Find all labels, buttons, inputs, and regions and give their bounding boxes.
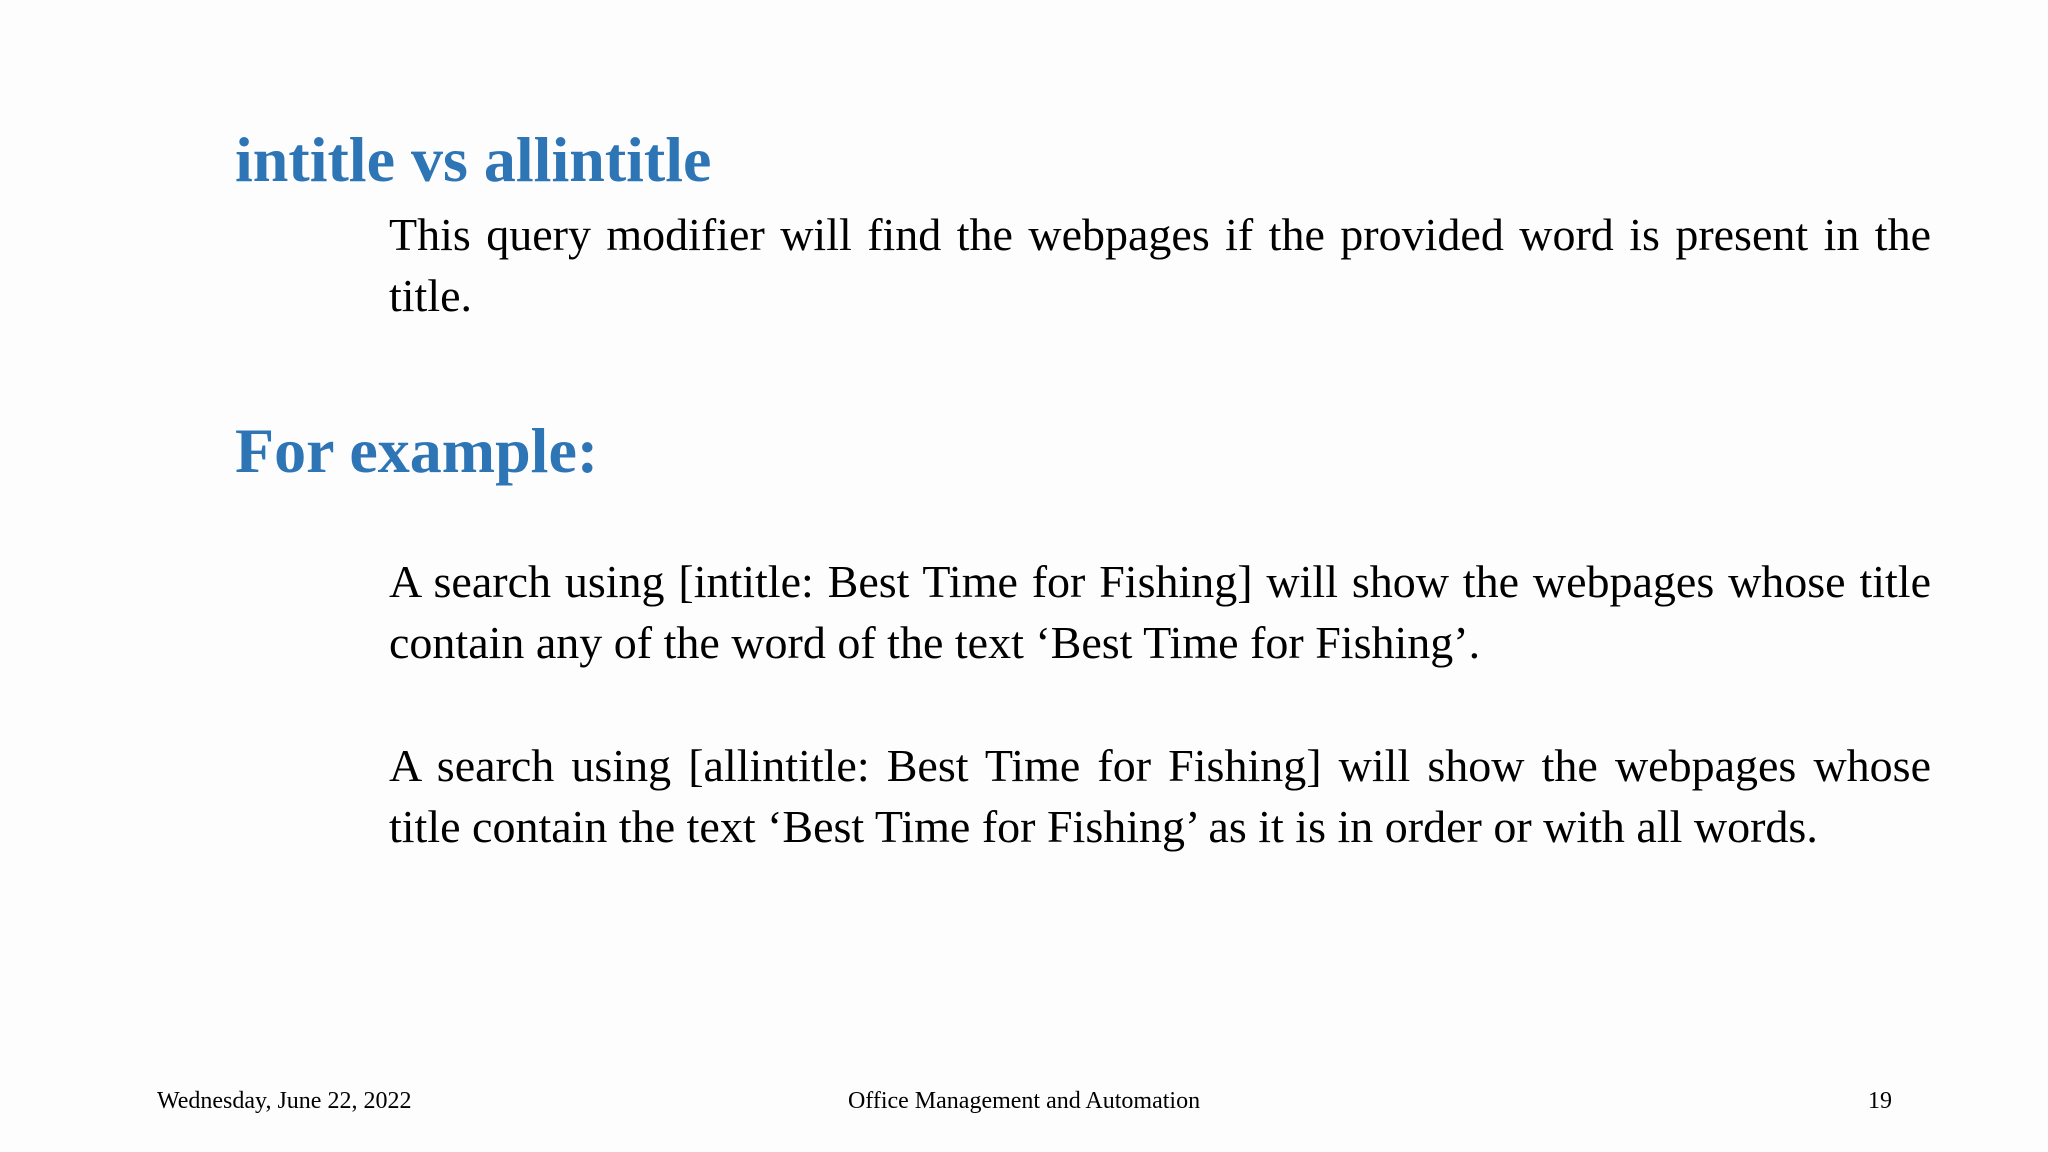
slide-title: intitle vs allintitle [235,124,712,195]
intitle-example-paragraph: A search using [intitle: Best Time for Fishing] will show the webpages whose title contain any of the word of the text ‘Best Time for Fishing’. [389,556,1931,668]
footer-date: Wednesday, June 22, 2022 [157,1088,412,1114]
allintitle-example-paragraph: A search using [allintitle: Best Time for Fishing] will show the webpages whose title contain the text ‘Best Time for Fishing’ as it is in order or with all words. [389,740,1931,852]
slide-number: 19 [1868,1088,1892,1114]
example-heading: For example: [235,415,599,486]
definition-paragraph: This query modifier will find the webpages if the provided word is present in the title. [389,209,1931,321]
footer-title: Office Management and Automation [847,1088,1201,1114]
